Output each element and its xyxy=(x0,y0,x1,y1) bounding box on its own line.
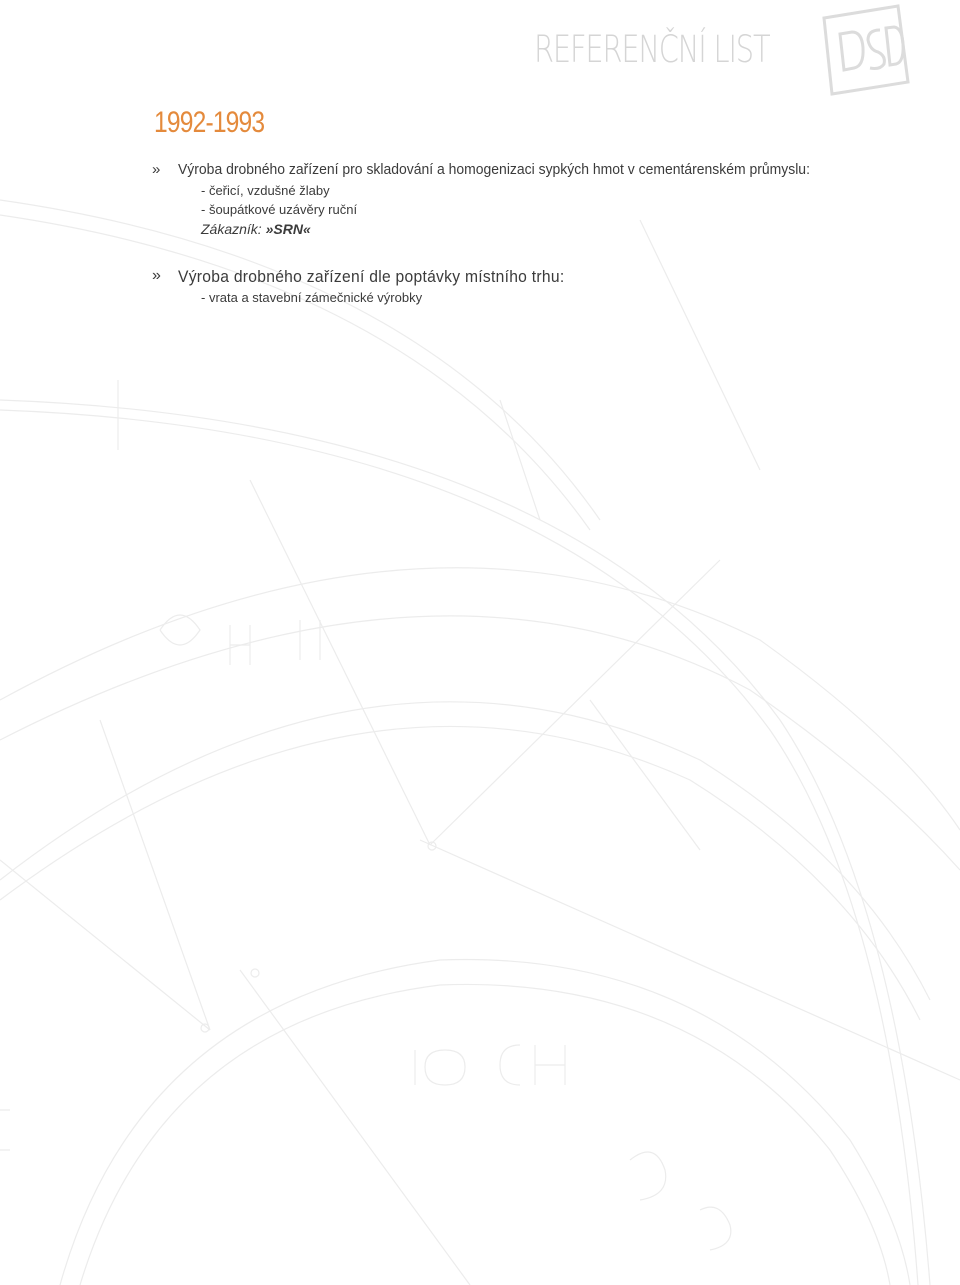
dsd-logo-icon xyxy=(818,4,910,96)
entry-item-list xyxy=(152,181,858,219)
entry-title: Výroba drobného zařízení pro skladování a homogenizaci sypkých hmot v cementárenském průmyslu: xyxy=(178,161,810,178)
entry-title-line xyxy=(152,267,598,287)
entry-item: - čeřicí, vzdušné žlaby xyxy=(201,183,330,198)
entry-item-list xyxy=(152,288,598,307)
bullet-marker: » xyxy=(152,267,161,284)
entry-title: Výroba drobného zařízení dle poptávky místního trhu: xyxy=(178,267,565,286)
entry-item: - šoupátkové uzávěry ruční xyxy=(201,202,358,217)
customer-line xyxy=(152,221,858,237)
reference-entry xyxy=(152,267,598,307)
customer-label: Zákazník: xyxy=(201,221,266,237)
bullet-marker: » xyxy=(152,161,161,178)
page-header-title: REFERENČNÍ LIST xyxy=(534,28,770,71)
customer-name: »SRN« xyxy=(265,221,311,237)
reference-entry xyxy=(152,161,858,237)
year-heading: 1992-1993 xyxy=(154,106,265,139)
entry-item: - vrata a stavební zámečnické výrobky xyxy=(201,290,423,305)
entry-title-line xyxy=(152,161,858,178)
